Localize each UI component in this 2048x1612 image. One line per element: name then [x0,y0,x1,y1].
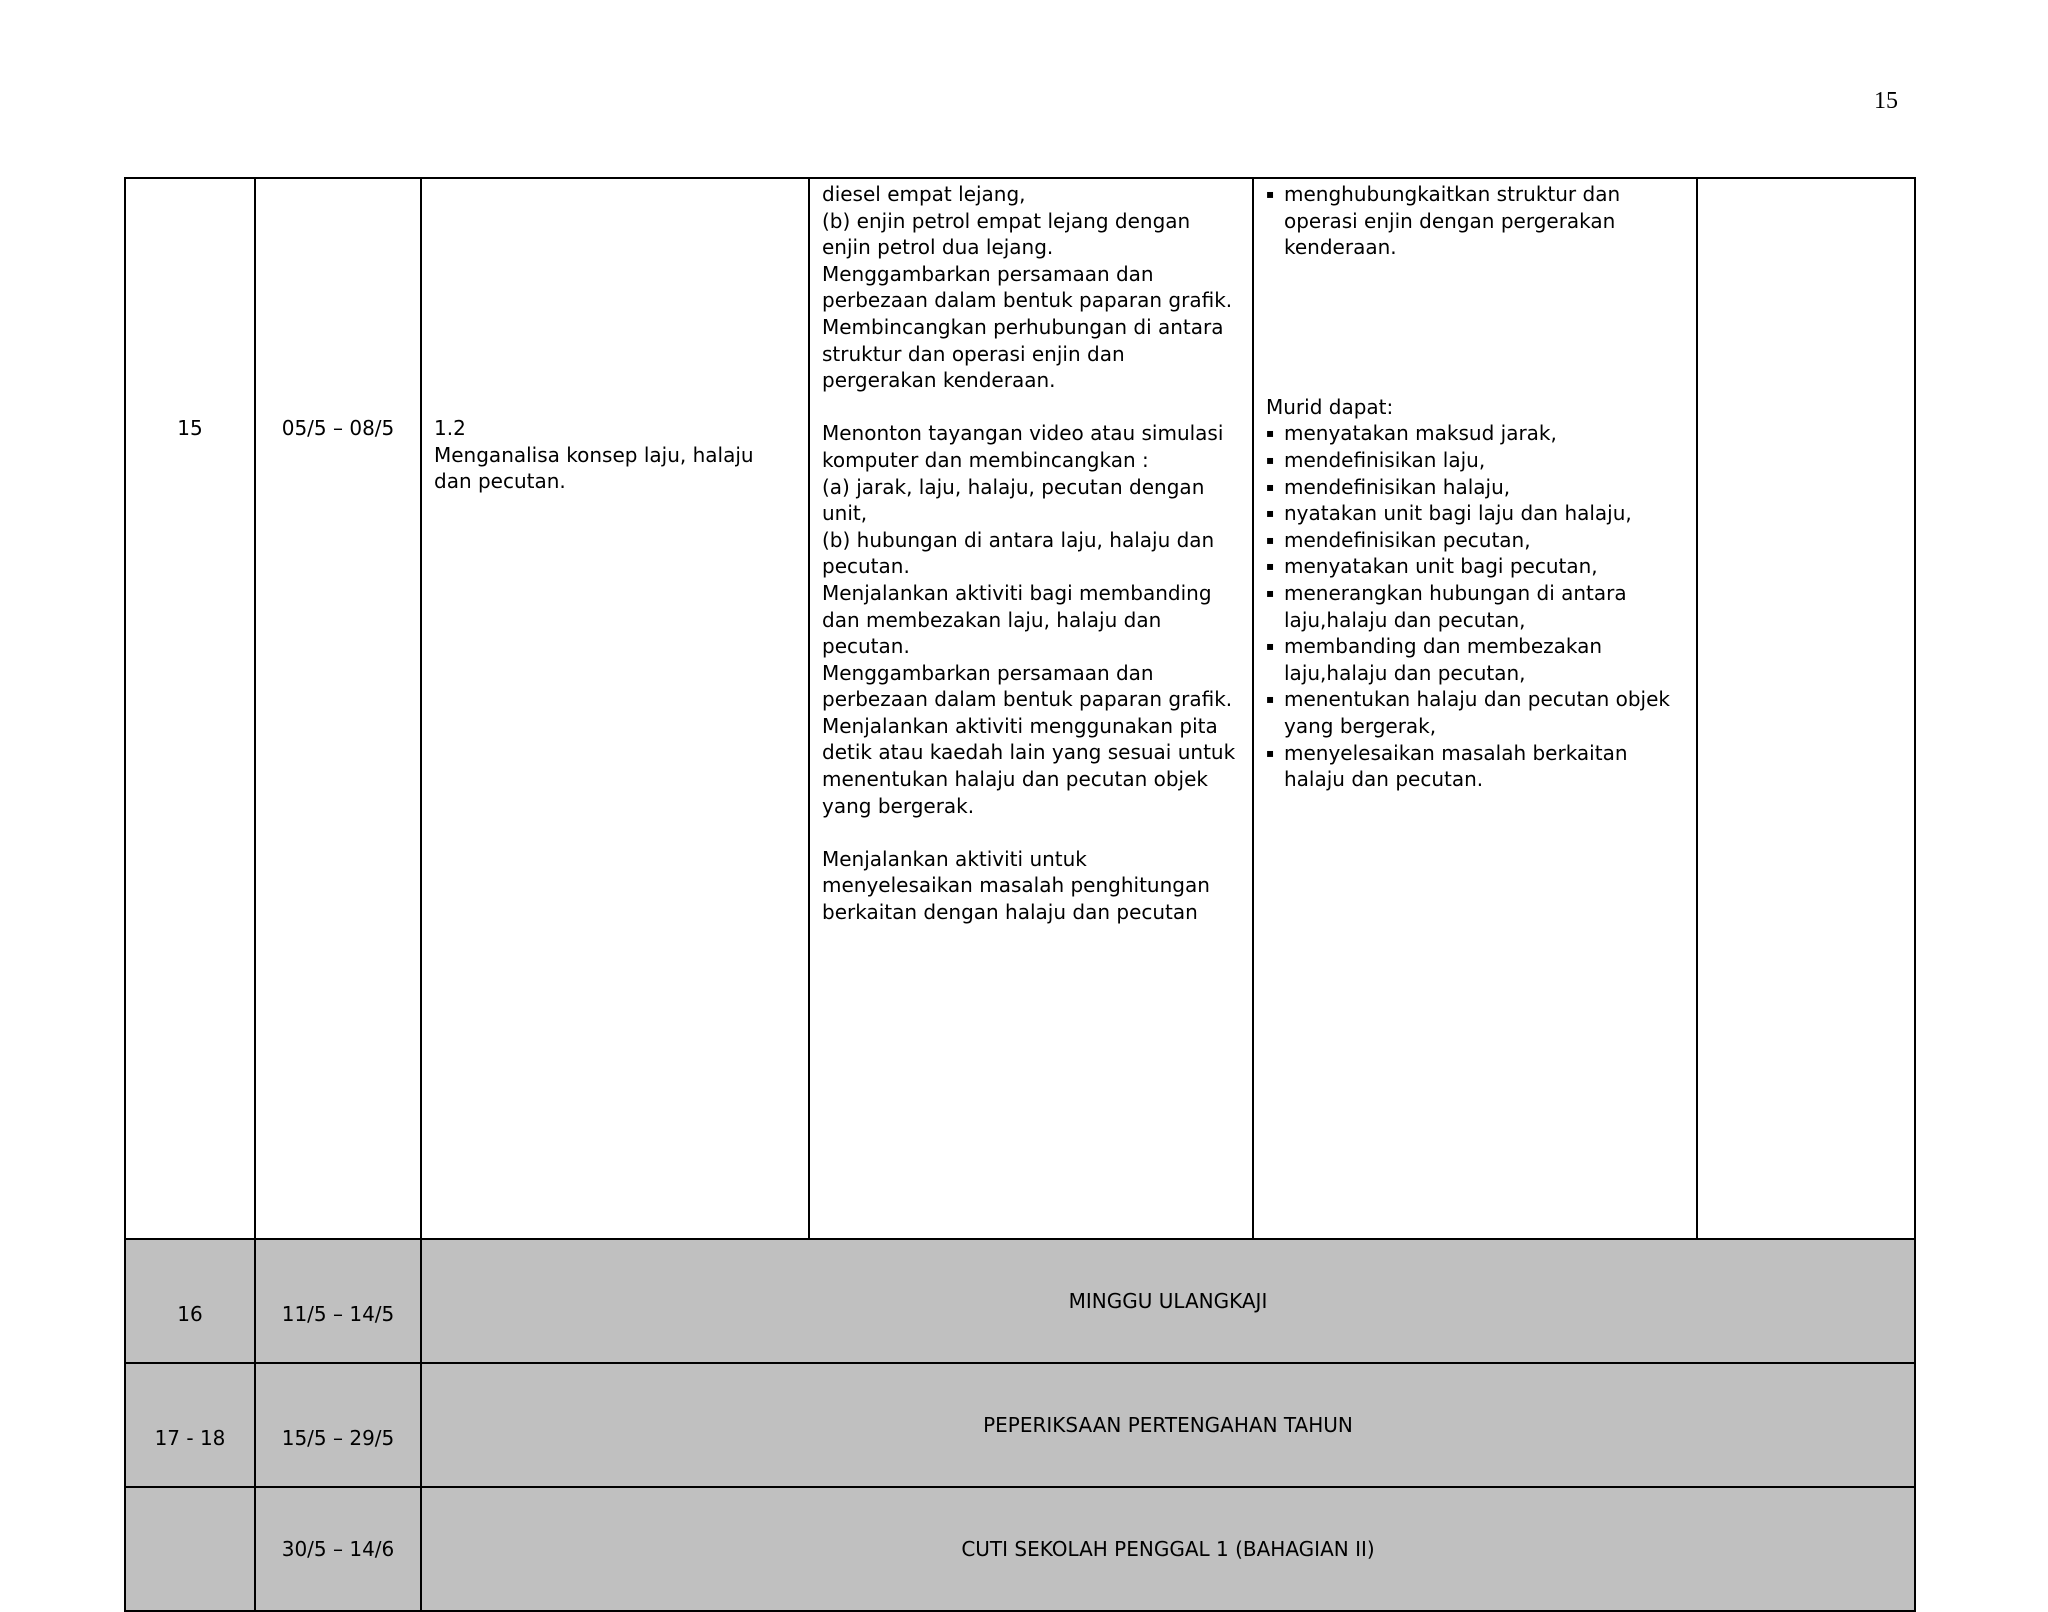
activity-line: (a) jarak, laju, halaju, pecutan dengan unit, [822,474,1205,526]
outcome-item: ▪ menyelesaikan masalah berkaitan halaju dan pecutan. [1266,740,1684,793]
outcome-item: ▪ mendefinisikan pecutan, [1266,527,1684,554]
activity-line: Menjalankan aktiviti bagi membanding dan membezakan laju, halaju dan pecutan. [822,580,1212,659]
learning-area-cell [421,178,809,1239]
week-number [125,1487,255,1611]
week-number: 16 [125,1239,255,1363]
date-range: 11/5 – 14/5 [255,1239,421,1363]
learning-area-title: Menganalisa konsep laju, halaju dan pecutan. [434,442,754,494]
outcome-item: ▪ mendefinisikan laju, [1266,447,1684,474]
activities-cell [809,178,1253,1239]
outcome-item: ▪ menghubungkaitkan struktur dan operasi enjin dengan pergerakan kenderaan. [1266,181,1684,261]
activity-line: Menggambarkan persamaan dan perbezaan dalam bentuk paparan grafik. [822,660,1233,712]
row-note: MINGGU ULANGKAJI [421,1239,1915,1363]
date-range: 30/5 – 14/6 [255,1487,421,1611]
table-row-holiday [125,1487,1915,1611]
activity-line: Menjalankan aktiviti untuk menyelesaikan masalah penghitungan berkaitan dengan halaju dan pecutan [822,846,1210,925]
outcomes-intro: Murid dapat: [1266,394,1394,419]
activity-line: Menggambarkan persamaan dan perbezaan dalam bentuk paparan grafik. [822,261,1233,313]
scheme-of-work-table [124,177,1916,1612]
table-row-week-16 [125,1239,1915,1363]
outcome-item: ▪ nyatakan unit bagi laju dan halaju, [1266,500,1684,527]
activity-line: Membincangkan perhubungan di antara struktur dan operasi enjin dan pergerakan kenderaan. [822,314,1224,393]
row-note: PEPERIKSAAN PERTENGAHAN TAHUN [421,1363,1915,1487]
date-range: 15/5 – 29/5 [255,1363,421,1487]
outcome-item: ▪ menerangkan hubungan di antara laju,halaju dan pecutan, [1266,580,1684,633]
table-row-week-17-18 [125,1363,1915,1487]
date-cell [255,178,421,1239]
activity-line: (b) enjin petrol empat lejang dengan enjin petrol dua lejang. [822,208,1191,260]
page-number: 15 [1874,88,1898,114]
row-note: CUTI SEKOLAH PENGGAL 1 (BAHAGIAN II) [421,1487,1915,1611]
week-number: 17 - 18 [125,1363,255,1487]
date-range: 05/5 – 08/5 [281,416,395,440]
outcome-item: ▪ menentukan halaju dan pecutan objek yang bergerak, [1266,686,1684,739]
outcome-item: ▪ mendefinisikan halaju, [1266,474,1684,501]
week-number: 15 [177,416,203,440]
outcome-item: ▪ menyatakan maksud jarak, [1266,420,1684,447]
outcomes-cell [1253,178,1697,1239]
remarks-cell [1697,178,1915,1239]
activity-line: Menonton tayangan video atau simulasi komputer dan membincangkan : [822,421,1224,472]
table-row-week-15 [125,178,1915,1239]
activity-line: diesel empat lejang, [822,182,1026,206]
learning-area-code: 1.2 [434,416,466,440]
activity-line: Menjalankan aktiviti menggunakan pita detik atau kaedah lain yang sesuai untuk menentukan halaju dan pecutan objek yang bergerak. [822,713,1236,818]
activity-line: (b) hubungan di antara laju, halaju dan pecutan. [822,527,1215,579]
outcome-item: ▪ menyatakan unit bagi pecutan, [1266,553,1684,580]
week-cell [125,178,255,1239]
outcome-item: ▪ membanding dan membezakan laju,halaju dan pecutan, [1266,633,1684,686]
